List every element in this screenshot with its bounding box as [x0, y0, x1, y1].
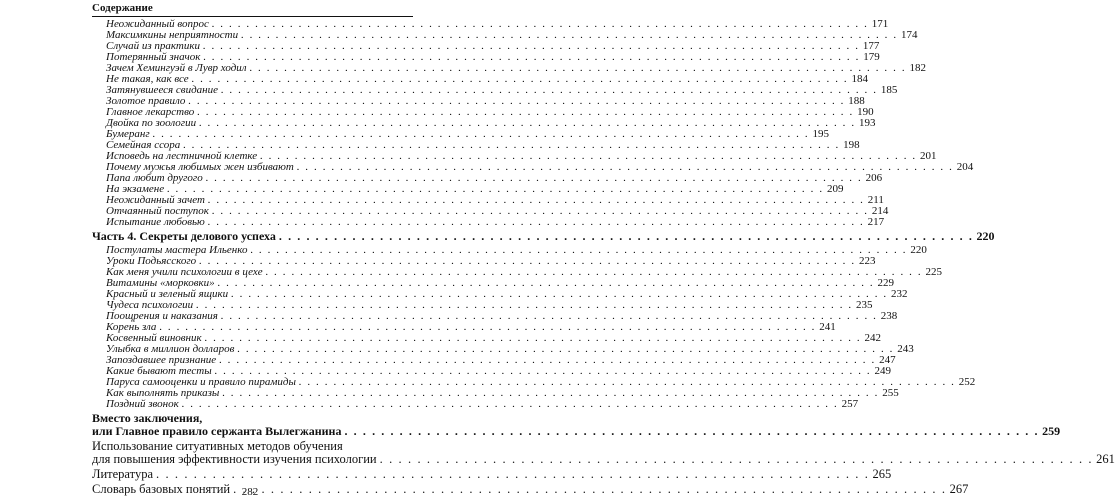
entry-title: Какие бывают тесты: [106, 365, 212, 377]
entry-title: Неожиданный зачет: [106, 194, 205, 206]
entry-title: Красный и зеленый ящики: [106, 288, 229, 300]
header-rule: [92, 16, 413, 17]
entry-title: Поздний звонок: [106, 398, 179, 410]
entry-page-number: 211: [867, 194, 884, 206]
entry-page-number: 184: [851, 73, 869, 85]
dot-leader: [156, 468, 869, 481]
glossary-page-number: 267: [949, 482, 969, 496]
toc-entry[interactable]: [92, 216, 885, 228]
toc-part-heading[interactable]: [92, 228, 995, 245]
entry-page-number: 188: [848, 95, 865, 107]
entry-title: Случай из практики: [106, 40, 200, 52]
entry-title: Главное лекарство: [106, 106, 195, 118]
running-head: Содержание: [92, 2, 153, 14]
toc-literature[interactable]: [92, 467, 892, 481]
entry-page-number: 193: [858, 117, 876, 129]
entry-title: Золотое правило: [106, 95, 186, 107]
toc-entry[interactable]: [92, 398, 859, 410]
entry-title: Зачем Хемингуэй в Лувр ходил: [106, 62, 247, 74]
entry-page-number: 198: [843, 139, 860, 151]
appendix-title-line2: для повышения эффективности изучения психологии: [92, 452, 377, 466]
dot-leader: [208, 217, 865, 228]
dot-leader: [344, 425, 1039, 438]
entry-title: Постулаты мастера Ильенко: [106, 244, 248, 256]
part-3-entries: [92, 18, 974, 228]
entry-title: Исповедь на лестничной клетке: [106, 150, 258, 162]
entry-page-number: 238: [880, 310, 898, 322]
entry-title: Двойка по зоологии: [106, 117, 197, 129]
entry-page-number: 182: [909, 62, 926, 74]
entry-title: Семейная ссора: [106, 139, 181, 151]
entry-title: Не такая, как все: [106, 73, 189, 85]
entry-title: Корень зла: [106, 321, 157, 333]
conclusion-title-line2: или Главное правило сержанта Вылегжанина: [92, 424, 342, 438]
dot-leader: [279, 228, 974, 245]
entry-title: Уроки Подьясского: [106, 255, 197, 267]
entry-title: Затянувшееся свидание: [106, 84, 218, 96]
glossary-title: Словарь базовых понятий: [92, 482, 231, 496]
entry-page-number: 220: [910, 244, 927, 256]
literature-title: Литература: [92, 467, 153, 481]
page-number: 282: [241, 486, 259, 498]
dot-leader: [182, 399, 839, 410]
entry-title: Как меня учили психологии в цехе: [106, 266, 263, 278]
entry-page-number: 206: [865, 172, 883, 184]
entry-title: Запоздавшее признание: [106, 354, 217, 366]
entry-page-number: 247: [879, 354, 896, 366]
entry-page-number: 242: [864, 332, 882, 344]
conclusion-title-line1: Вместо заключения,: [92, 411, 203, 425]
entry-page-number: 252: [958, 376, 976, 388]
entry-page-number: 171: [871, 18, 889, 30]
toc-conclusion-line2[interactable]: [92, 424, 1061, 438]
entry-page-number: 229: [877, 277, 895, 289]
entry-page-number: 223: [858, 255, 876, 267]
entry-page-number: 243: [897, 343, 914, 355]
entry-title: Неожиданный вопрос: [106, 18, 209, 30]
entry-page-number: 190: [857, 106, 874, 118]
entry-title: Улыбка в миллион долларов: [106, 343, 235, 355]
entry-page-number: 209: [826, 183, 844, 195]
appendix-page-number: 261: [1096, 452, 1115, 466]
part-title: Часть 4. Секреты делового успеха: [92, 229, 276, 243]
entry-page-number: 179: [863, 51, 880, 63]
entry-page-number: 241: [819, 321, 836, 333]
entry-title: Паруса самооценки и правило пирамиды: [106, 376, 296, 388]
entry-page-number: 195: [812, 128, 829, 140]
entry-title: Бумеранг: [106, 128, 150, 140]
conclusion-page-number: 259: [1042, 424, 1061, 438]
entry-page-number: 225: [925, 266, 942, 278]
entry-page-number: 174: [900, 29, 918, 41]
entry-page-number: 255: [882, 387, 899, 399]
entry-title: Папа любит другого: [106, 172, 203, 184]
entry-title: Испытание любовью: [106, 216, 205, 228]
literature-page-number: 265: [872, 467, 892, 481]
entry-page-number: 204: [956, 161, 974, 173]
entry-title: Поощрения и наказания: [106, 310, 218, 322]
entry-page-number: 217: [867, 216, 885, 228]
entry-page-number: 185: [880, 84, 898, 96]
entry-page-number: 214: [871, 205, 889, 217]
entry-page-number: 177: [862, 40, 880, 52]
entry-title: Почему мужья любимых жен избивают: [106, 161, 294, 173]
entry-title: Как выполнять приказы: [106, 387, 220, 399]
part-4-entries: [92, 244, 976, 410]
entry-title: Потерянный значок: [106, 51, 201, 63]
table-of-contents: [92, 18, 1115, 496]
entry-title: Отчаянный поступок: [106, 205, 209, 217]
entry-page-number: 249: [874, 365, 892, 377]
entry-title: На экзамене: [106, 183, 165, 195]
entry-page-number: 257: [841, 398, 859, 410]
entry-page-number: 232: [891, 288, 908, 300]
entry-title: Максимкины неприятности: [106, 29, 239, 41]
dot-leader: [380, 453, 1093, 466]
entry-title: Косвенный виновник: [106, 332, 202, 344]
entry-page-number: 235: [856, 299, 873, 311]
toc-appendix-line2[interactable]: [92, 452, 1115, 466]
entry-title: Чудеса психологии: [106, 299, 194, 311]
entry-page-number: 201: [920, 150, 937, 162]
appendix-title-line1: Использование ситуативных методов обучения: [92, 439, 343, 453]
entry-title: Витамины «морковки»: [106, 277, 215, 289]
part-page-number: 220: [976, 229, 995, 243]
